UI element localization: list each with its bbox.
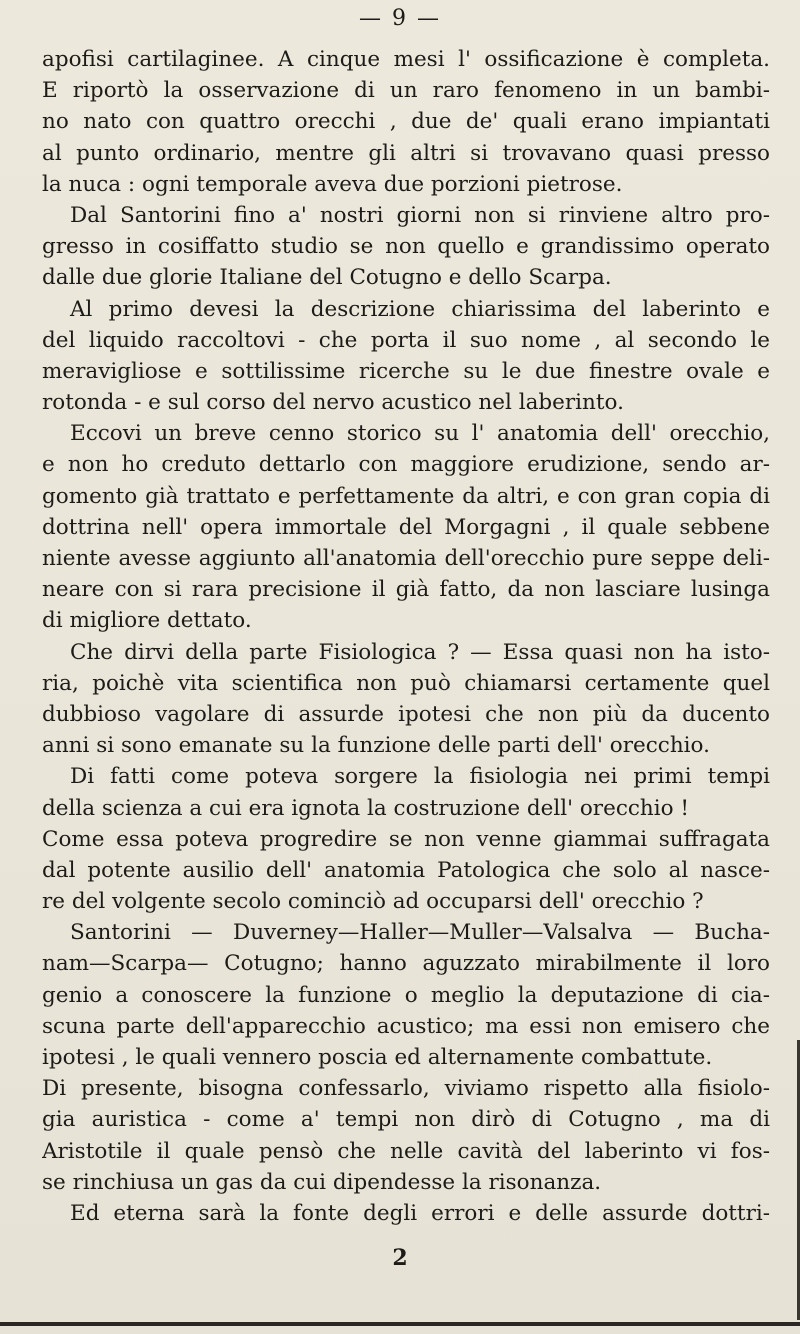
text-line: Aristotile il quale pensò che nelle cavità del laberinto vi fos- (42, 1138, 770, 1164)
text-line: dal potente ausilio dell' anatomia Patologica che solo al nasce- (42, 857, 770, 883)
text-line: al punto ordinario, mentre gli altri si trovavano quasi presso (42, 140, 770, 166)
text-line: Che dirvi della parte Fisiologica ? — Essa quasi non ha isto- (70, 639, 770, 665)
text-line: Santorini — Duverney—Haller—Muller—Valsalva — Bucha- (70, 920, 770, 946)
text-line: Dal Santorini fino a' nostri giorni non si rinviene altro pro- (70, 202, 770, 228)
text-line: niente avesse aggiunto all'anatomia dell'orecchio pure seppe deli- (42, 546, 770, 571)
text-line: Al primo devesi la descrizione chiarissima del laberinto e (70, 296, 770, 322)
text-line: Ed eterna sarà la fonte degli errori e delle assurde dottri- (70, 1200, 770, 1226)
text-line: gresso in cosiffatto studio se non quello e grandissimo operato (42, 234, 770, 260)
bottom-edge-shadow (0, 1322, 800, 1326)
text-line: dubbioso vagolare di assurde ipotesi che non più da ducento (42, 701, 770, 727)
text-line: genio a conoscere la funzione o meglio la deputazione di cia- (42, 982, 770, 1008)
text-line: dottrina nell' opera immortale del Morgagni , il quale sebbene (42, 514, 770, 540)
body-text (42, 44, 770, 1229)
text-line: anni si sono emanate su la funzione delle parti dell' orecchio. (42, 733, 710, 759)
text-line: meravigliose e sottilissime ricerche su le due finestre ovale e (42, 358, 770, 384)
text-line: no nato con quattro orecchi , due de' quali erano impiantati (42, 109, 770, 135)
text-line: e non ho creduto dettarlo con maggiore erudizione, sendo ar- (42, 452, 770, 478)
text-line: nam—Scarpa— Cotugno; hanno aguzzato mirabilmente il loro (42, 951, 770, 977)
text-line: rotonda - e sul corso del nervo acustico nel laberinto. (42, 390, 624, 416)
signature-mark: 2 (392, 1245, 408, 1271)
text-line: apofisi cartilaginee. A cinque mesi l' ossificazione è completa. (42, 47, 770, 72)
text-line: gia auristica - come a' tempi non dirò di Cotugno , ma di (42, 1107, 770, 1133)
text-line: neare con si rara precisione il già fatto, da non lasciare lusinga (42, 577, 770, 603)
text-line: E riportò la osservazione di un raro fenomeno in un bambi- (42, 78, 770, 104)
text-line: Di presente, bisogna confessarlo, viviamo rispetto alla fisiolo- (42, 1076, 770, 1102)
text-line: del liquido raccoltovi - che porta il suo nome , al secondo le (42, 327, 770, 353)
text-line: dalle due glorie Italiane del Cotugno e dello Scarpa. (42, 265, 612, 291)
text-line: Eccovi un breve cenno storico su l' anatomia dell' orecchio, (70, 421, 770, 447)
text-line: ipotesi , le quali vennero poscia ed alternamente combattute. (42, 1045, 713, 1070)
text-line: scuna parte dell'apparecchio acustico; ma essi non emisero che (42, 1013, 770, 1039)
text-line: ria, poichè vita scientifica non può chiamarsi certamente quel (42, 670, 770, 696)
text-line: re del volgente secolo cominciò ad occuparsi dell' orecchio ? (42, 889, 704, 915)
page-number-header: — 9 — (359, 6, 441, 31)
text-line: gomento già trattato e perfettamente da altri, e con gran copia di (42, 483, 770, 509)
text-line: la nuca : ogni temporale aveva due porzioni pietrose. (42, 171, 623, 197)
text-line: di migliore dettato. (42, 608, 252, 634)
text-line: se rinchiusa un gas da cui dipendesse la risonanza. (42, 1169, 602, 1195)
text-line: della scienza a cui era ignota la costruzione dell' orecchio ! (42, 795, 690, 821)
text-line: Di fatti come poteva sorgere la fisiologia nei primi tempi (70, 764, 770, 790)
text-line: Come essa poteva progredire se non venne giammai suffragata (42, 826, 770, 852)
